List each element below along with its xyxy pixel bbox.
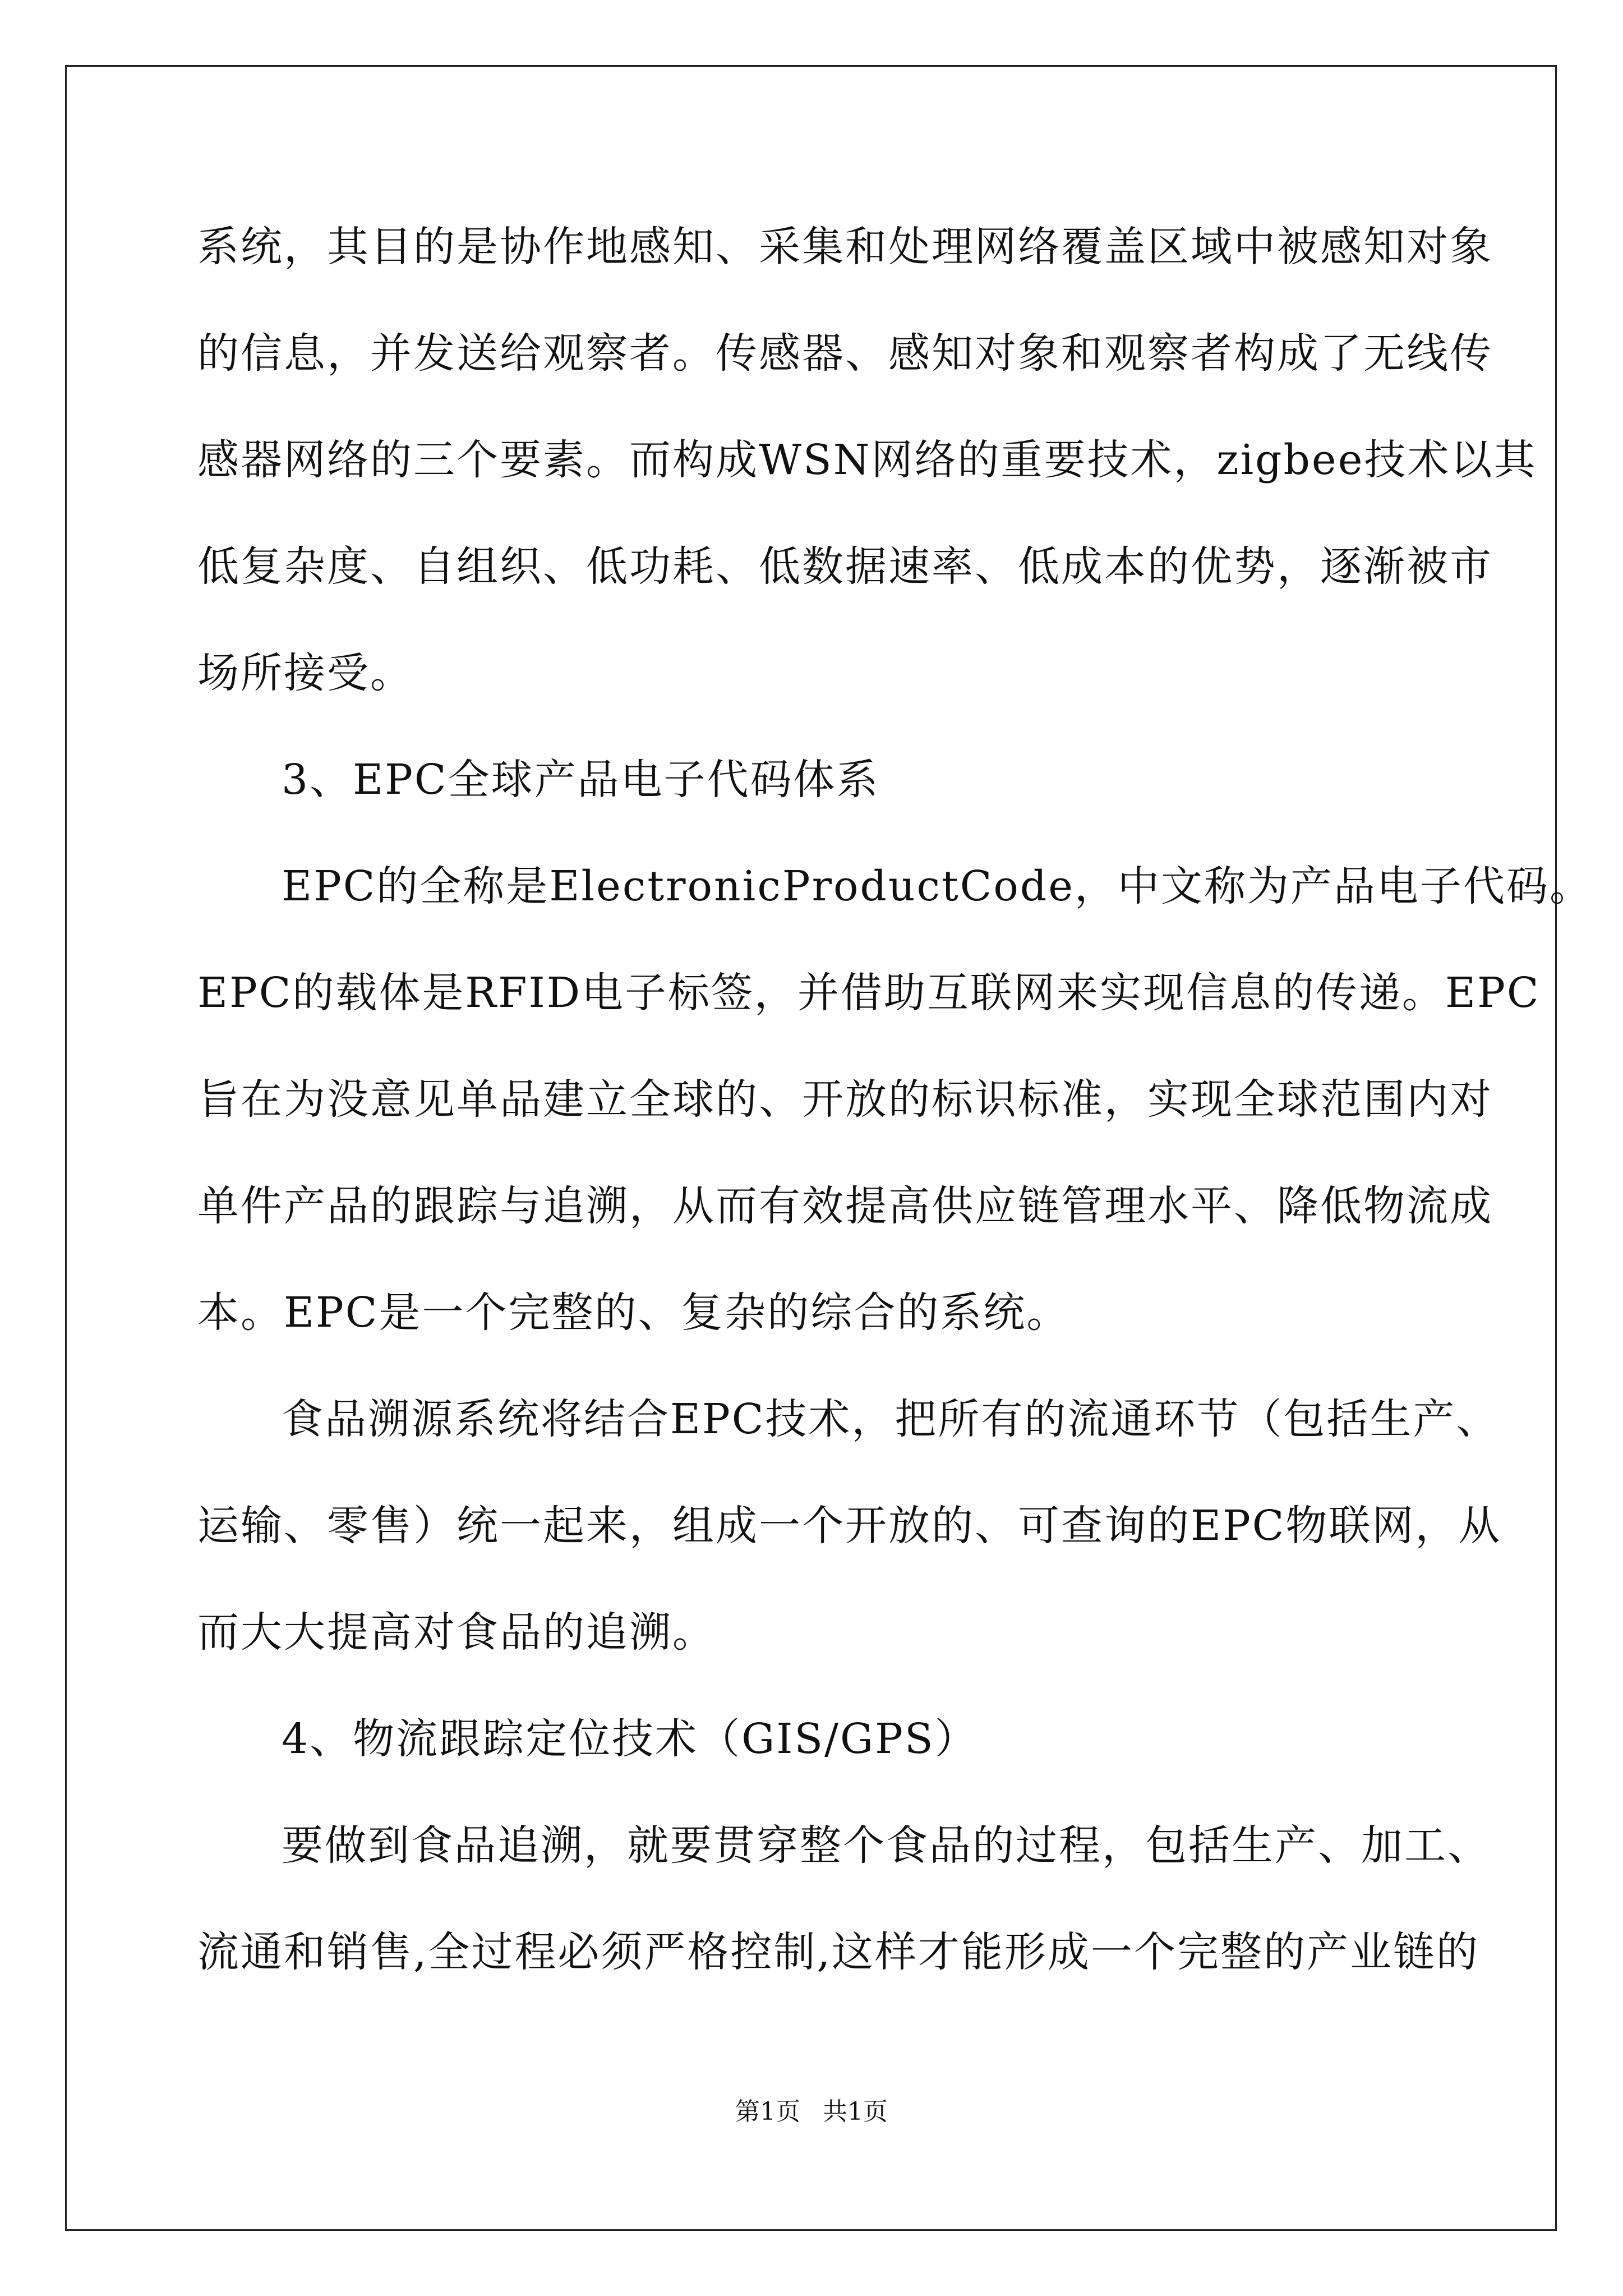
- text-line: 要做到食品追溯，就要贯穿整个食品的过程，包括生产、加工、: [282, 1821, 1491, 1870]
- page-footer: [0, 2095, 1623, 2129]
- section-heading: 4、物流跟踪定位技术（GIS/GPS）: [282, 1715, 978, 1763]
- text-line: 而大大提高对食品的追溯。: [197, 1608, 716, 1657]
- text-line: 系统，其目的是协作地感知、采集和处理网络覆盖区域中被感知对象: [197, 223, 1493, 271]
- text-line: 感器网络的三个要素。而构成WSN网络的重要技术，zigbee技术以其: [197, 436, 1537, 484]
- text-line: EPC的全称是ElectronicProductCode，中文称为产品电子代码。: [282, 862, 1593, 910]
- section-heading: 3、EPC全球产品电子代码体系: [282, 756, 880, 804]
- text-line: 流通和销售,全过程必须严格控制,这样才能形成一个完整的产业链的: [197, 1928, 1480, 1976]
- text-line: 运输、零售）统一起来，组成一个开放的、可查询的EPC物联网，从: [197, 1502, 1502, 1550]
- text-line: 场所接受。: [197, 649, 413, 697]
- page-border: [65, 65, 1557, 2231]
- text-line: EPC的载体是RFID电子标签，并借助互联网来实现信息的传递。EPC: [197, 969, 1541, 1017]
- text-line: 单件产品的跟踪与追溯，从而有效提高供应链管理水平、降低物流成: [197, 1182, 1493, 1230]
- text-line: 旨在为没意见单品建立全球的、开放的标识标准，实现全球范围内对: [197, 1075, 1493, 1124]
- page-number: 第1页: [735, 2097, 800, 2126]
- text-line: 本。EPC是一个完整的、复杂的综合的系统。: [197, 1289, 1070, 1337]
- text-line: 的信息，并发送给观察者。传感器、感知对象和观察者构成了无线传: [197, 329, 1493, 378]
- page-total: 共1页: [823, 2097, 888, 2126]
- text-line: 食品溯源系统将结合EPC技术，把所有的流通环节（包括生产、: [282, 1395, 1500, 1443]
- text-line: 低复杂度、自组织、低功耗、低数据速率、低成本的优势，逐渐被市: [197, 542, 1493, 591]
